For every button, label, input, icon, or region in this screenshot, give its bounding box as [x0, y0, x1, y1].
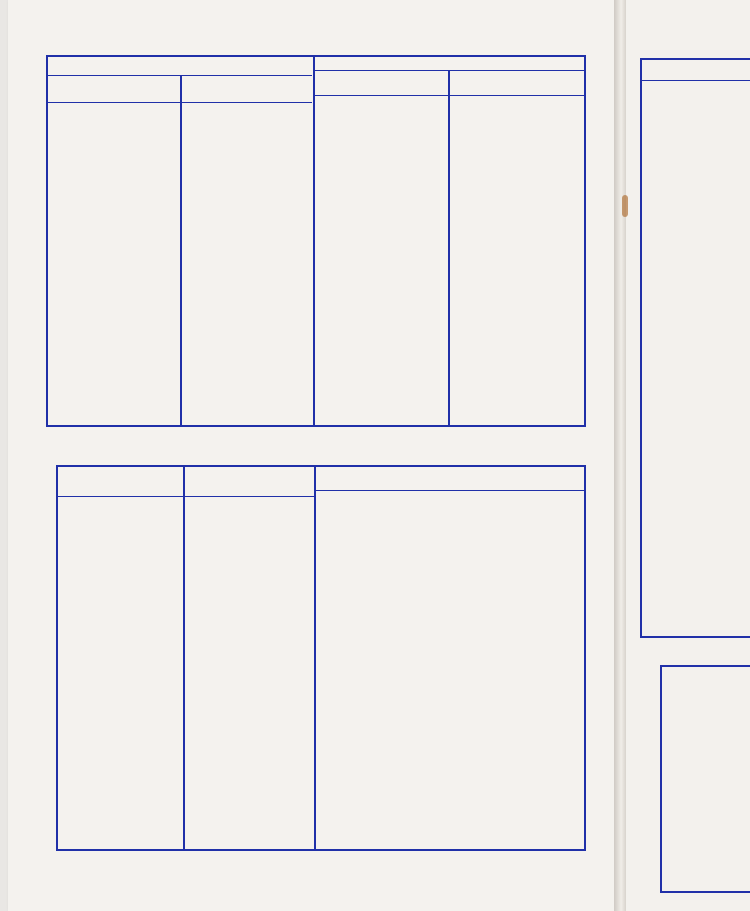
finals-header-rule [58, 496, 314, 497]
rider-list-box [640, 58, 750, 638]
series-divider [313, 55, 315, 427]
advert-box [660, 665, 750, 893]
finals-manche-divider [183, 465, 185, 851]
general-divider [314, 465, 316, 851]
manche-divider-s2 [448, 71, 450, 426]
page-fold [614, 0, 626, 911]
rider-list-rule [642, 80, 750, 81]
general-header-rule [316, 490, 584, 491]
series-table [46, 55, 586, 427]
paper-stain [622, 195, 628, 217]
finals-table [56, 465, 586, 851]
manche-divider-s1 [180, 76, 182, 426]
